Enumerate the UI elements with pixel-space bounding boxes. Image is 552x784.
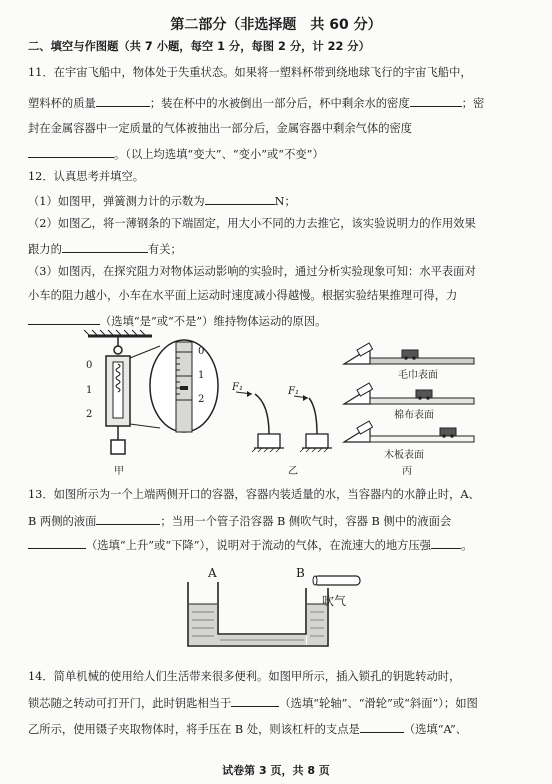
scale-label-2-right: 2 (198, 394, 205, 405)
figure-bing-label: 丙 (402, 466, 412, 477)
figure-bing-surfaces (340, 334, 480, 464)
q14-blank-1[interactable] (231, 695, 279, 707)
q11-line1: 11．在宇宙飞船中，物体处于失重状态。如果将一塑料杯带到绕地球飞行的宇宙飞船中， (28, 66, 472, 79)
q12-line4 (28, 241, 528, 257)
q14-line1: 14．简单机械的使用给人们生活带来很多便利。如图甲所示，插入锁孔的钥匙转动时， (28, 670, 461, 683)
scale-label-0-right: 0 (198, 346, 205, 357)
surface-label-wood: 木板表面 (384, 450, 424, 461)
q11-text-d: 。（以上均选填“变大”、“变小”或“不变”） (114, 148, 324, 161)
page-footer: 试卷第 3 页，共 8 页 (222, 764, 330, 777)
q12-line2 (28, 193, 528, 209)
q12-blank-2[interactable] (62, 241, 148, 253)
part-title: 第二部分（非选择题 共 60 分） (170, 17, 382, 33)
q11-line3: 封在金属容器中一定质量的气体被抽出一部分后，金属容器中剩余气体的密度 (28, 122, 413, 135)
q14-text-c: 乙所示，使用镊子夹取物体时，将手压在 B 处，则该杠杆的支点是 (28, 723, 360, 736)
q12-text-a: （1）如图甲，弹簧测力计的示数为 (28, 195, 205, 208)
q14-line2 (28, 695, 528, 711)
q13-line1: 13．如图所示为一个上端两侧开口的容器，容器内装适量的水，当容器内的水静止时，A、 (28, 488, 480, 501)
q13-text-a: B 两侧的液面 (28, 515, 97, 528)
label-a: A (208, 566, 217, 580)
q13-line3 (28, 537, 528, 553)
q13-text-b: ；当用一个管子沿容器 B 侧吹气时，容器 B 侧中的液面会 (160, 515, 452, 528)
q11-text-b: ；装在杯中的水被倒出一部分后，杯中剩余水的密度 (149, 97, 410, 110)
q11-blank-2[interactable] (410, 95, 462, 107)
q12-blank-1[interactable] (205, 193, 275, 205)
scale-label-0-left: 0 (86, 360, 93, 371)
q12-text-b: N； (274, 195, 296, 208)
force-label-f1-left: F₁ (232, 382, 243, 393)
surface-label-towel: 毛巾表面 (398, 370, 438, 381)
figure-yi-steel-strip (228, 378, 338, 458)
q13-text-d: 。 (461, 539, 473, 552)
force-label-f1-right: F₁ (288, 386, 299, 397)
q14-text-d: （选填“A”、 (403, 723, 468, 736)
label-blow: 吹气 (322, 594, 347, 608)
q13-blank-1[interactable] (96, 513, 160, 525)
q12-line1: 12．认真思考并填空。 (28, 170, 145, 183)
q13-line2 (28, 513, 528, 529)
section-heading: 二、填空与作图题（共 7 小题，每空 1 分，每图 2 分，计 22 分） (28, 40, 370, 53)
q11-blank-3[interactable] (28, 146, 114, 158)
q11-line4 (28, 146, 528, 162)
scale-label-1-right: 1 (198, 370, 205, 381)
label-b: B (296, 566, 305, 580)
q12-line3: （2）如图乙，将一薄钢条的下端固定，用大小不同的力去推它，该实验说明力的作用效果 (28, 217, 476, 230)
q11-line2 (28, 95, 528, 111)
q12-text-d: 有关； (147, 243, 182, 256)
q13-blank-3[interactable] (431, 537, 461, 549)
figure-yi-label: 乙 (288, 466, 298, 477)
q11-blank-1[interactable] (96, 95, 150, 107)
q14-blank-2[interactable] (360, 721, 404, 733)
q14-text-b: （选填“轮轴”、“滑轮”或“斜面”）；如图 (279, 697, 478, 710)
q12-text-c: 跟力的 (28, 243, 62, 256)
q14-text-a: 锁芯随之转动可打开门，此时钥匙相当于 (28, 697, 232, 710)
q12-line5: （3）如图丙，在探究阻力对物体运动影响的实验时，通过分析实验现象可知：水平表面对 (28, 265, 476, 278)
q12-line6: 小车的阻力越小，小车在水平面上运动时速度减小得越慢。根据实验结果推理可得，力 (28, 289, 458, 302)
q14-line3 (28, 721, 528, 737)
figure-jia-label: 甲 (114, 466, 124, 477)
surface-label-cotton: 棉布表面 (394, 410, 434, 421)
q12-blank-3[interactable] (28, 313, 100, 325)
q13-blank-2[interactable] (28, 537, 86, 549)
scale-label-1-left: 1 (86, 385, 93, 396)
q13-text-c: （选填“上升”或“下降”），说明对于流动的气体，在流速大的地方压强 (86, 539, 432, 552)
q11-text-c: ；密 (461, 97, 485, 110)
q12-line7 (28, 313, 528, 329)
scale-label-2-left: 2 (86, 409, 93, 420)
q11-text-a: 塑料杯的质量 (28, 97, 96, 110)
q12-text-e: （选填“是”或“不是”）维持物体运动的原因。 (100, 315, 327, 328)
